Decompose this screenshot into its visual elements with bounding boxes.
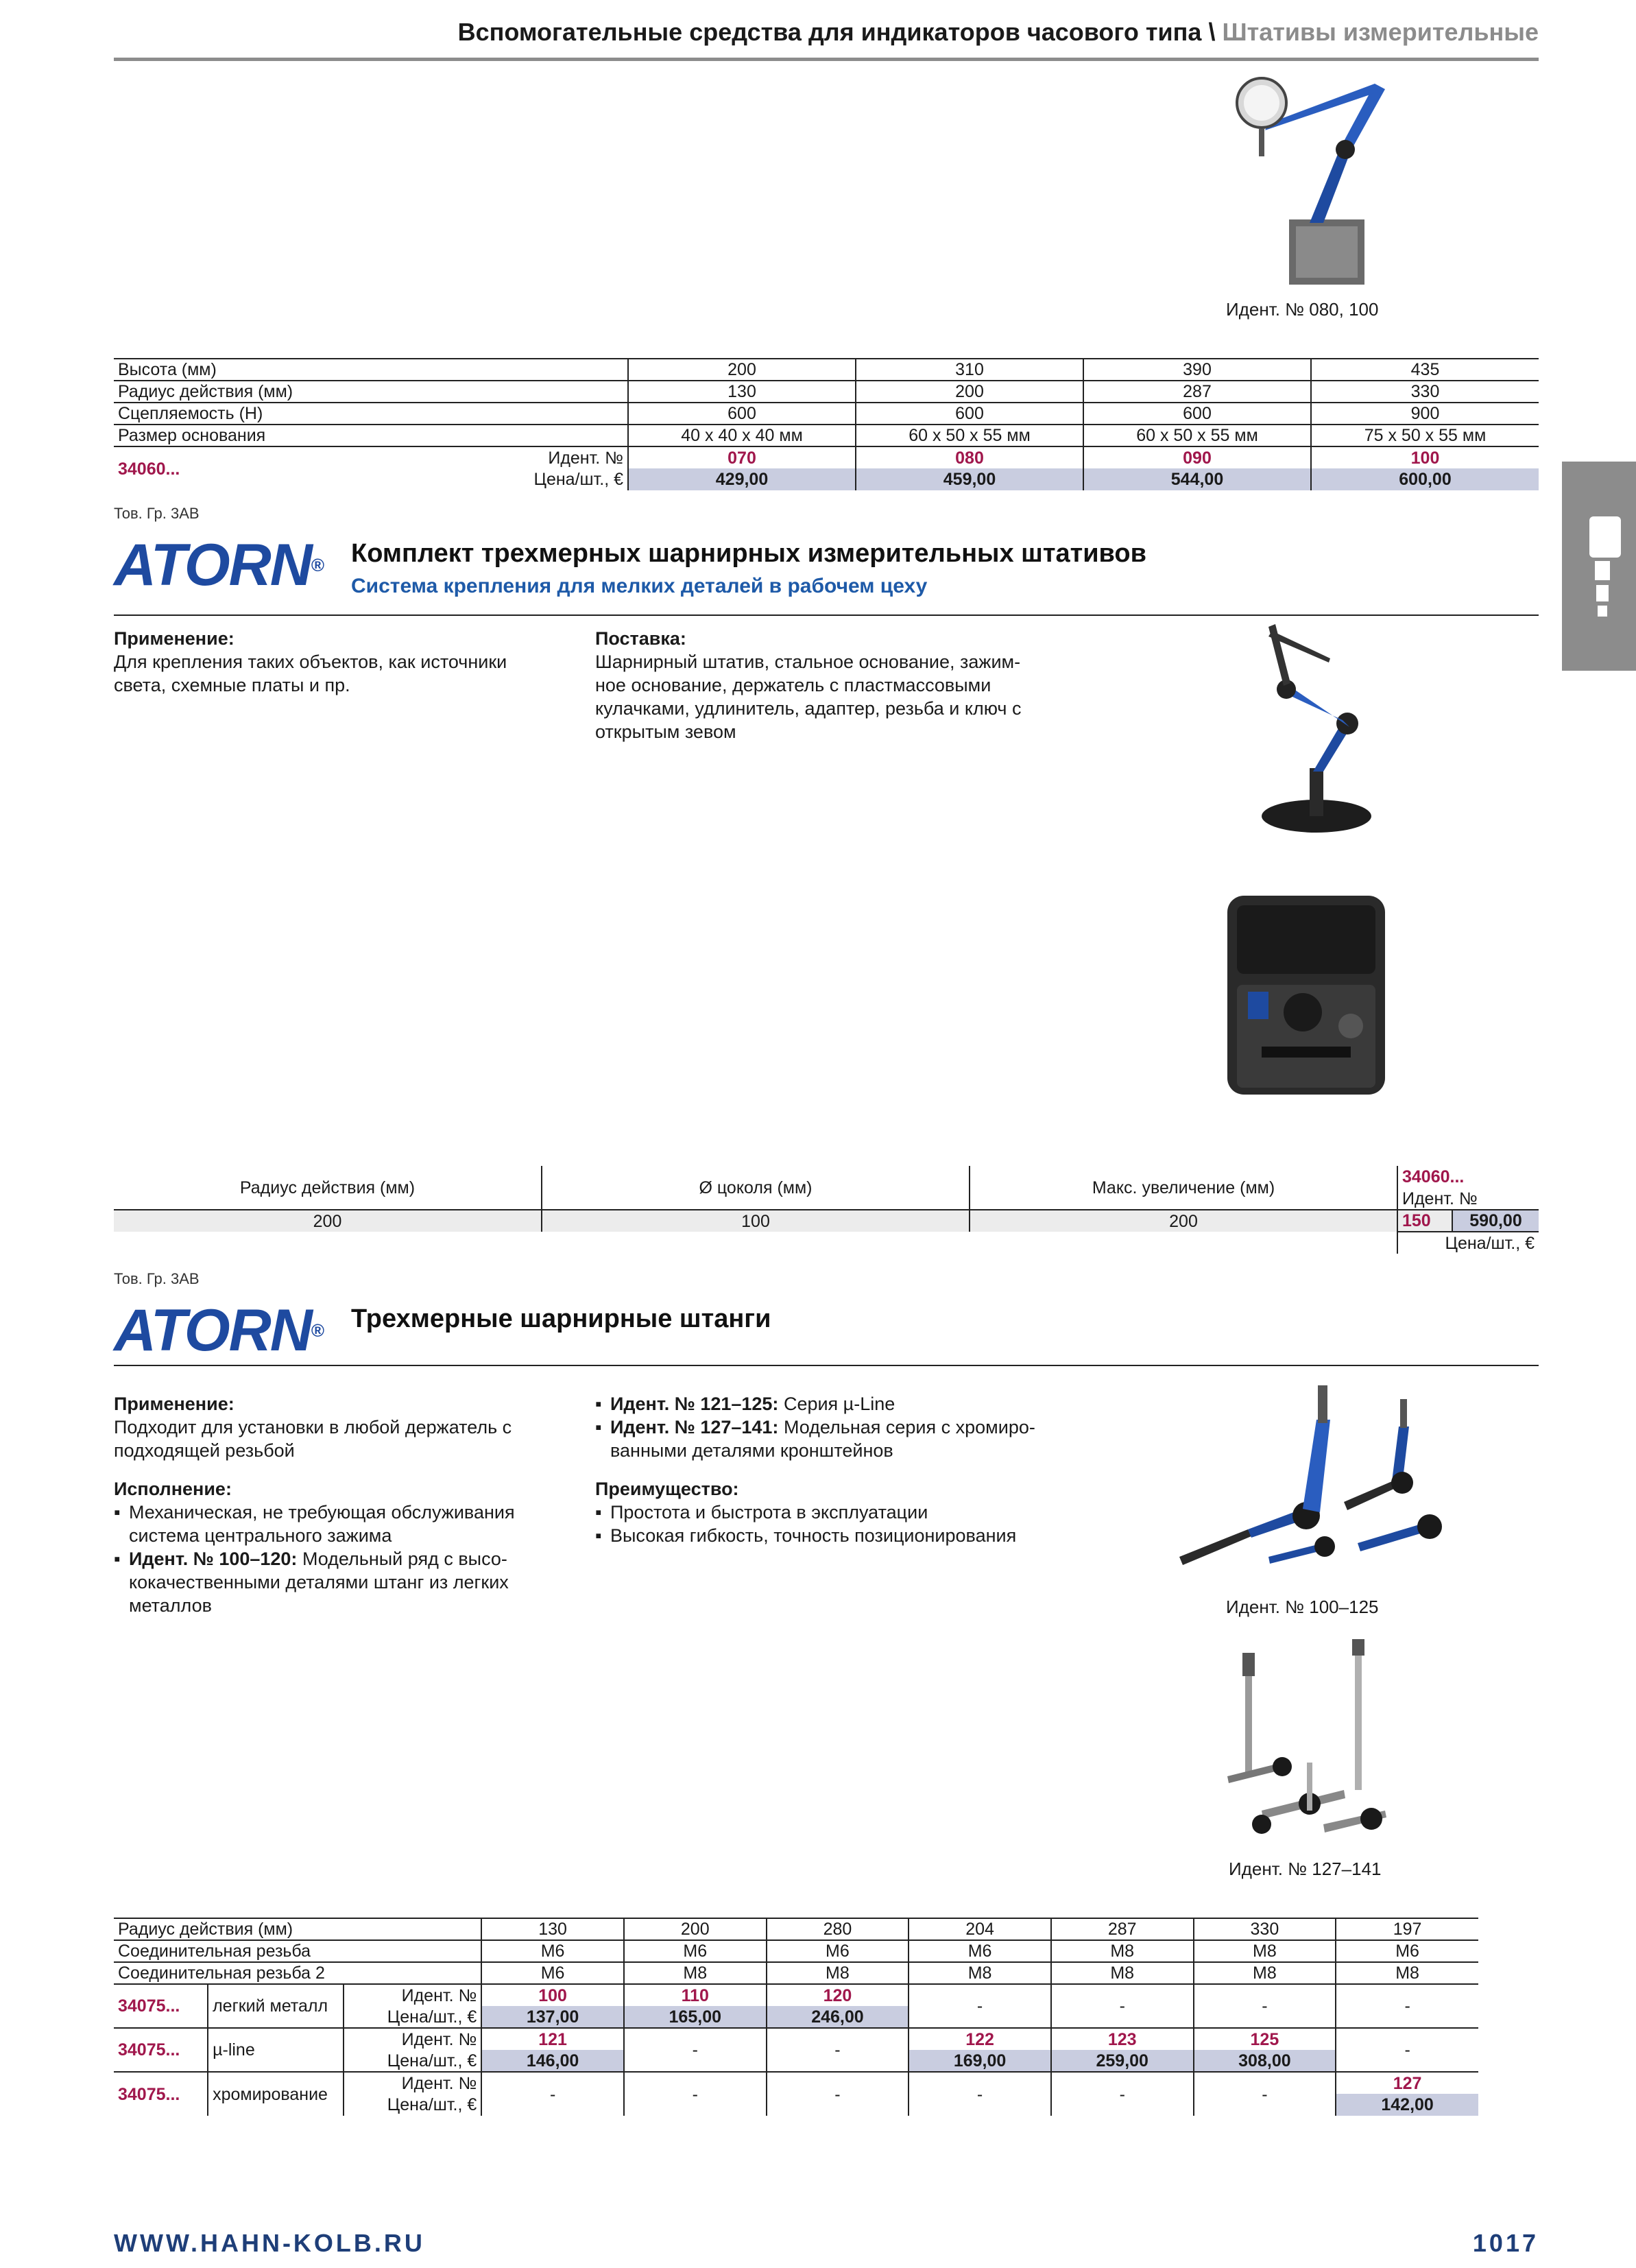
table-cell: M6 [624,1940,767,1962]
variant-name: легкий металл [208,1984,344,2028]
table-cell: 287 [1051,1918,1194,1940]
table-cell: 75 x 50 x 55 мм [1311,425,1539,446]
row-label: Сцепляемость (Н) [114,403,628,425]
delivery-line: ное основание, держатель с пластмассовыми [595,675,991,695]
table-cell: 197 [1336,1918,1478,1940]
price: 429,00 [628,468,856,490]
table-row [114,359,1539,381]
ident-row [114,446,1539,468]
price-label: Цена/шт., € [344,2006,482,2028]
col-header-max-extension: Макс. увеличение (мм) [970,1166,1397,1210]
ident-number: 120 [767,1984,909,2006]
article-number: 34075... [114,2028,208,2072]
price-label: Цена/шт., € [1397,1232,1539,1254]
price: - [909,2072,1051,2116]
table-cell: M6 [481,1940,624,1962]
price-label: Цена/шт., € [344,2094,482,2116]
section1-application [114,627,553,697]
price: - [481,2072,624,2116]
table-cell: M6 [909,1940,1051,1962]
table-cell: 204 [909,1918,1051,1940]
price: 544,00 [1083,468,1311,490]
price: 137,00 [481,2006,624,2028]
table-cell: 280 [767,1918,909,1940]
table-cell: M8 [1336,1962,1478,1984]
page-number: 1017 [1472,2229,1539,2257]
section1-subtitle: Система крепления для мелких деталей в рабочем цеху [351,575,928,597]
table-cell: M8 [767,1962,909,1984]
table-cell: M8 [909,1962,1051,1984]
value-base-diameter: 100 [542,1210,970,1232]
atorn-logo-2: ATORN® [114,1298,323,1363]
row-label: Радиус действия (мм) [114,1918,481,1940]
price-label: Цена/шт., € [533,470,623,489]
table-cell: M8 [624,1962,767,1984]
row-label: Соединительная резьба 2 [114,1962,481,1984]
section1-delivery [595,627,1048,743]
goods-group-1: Тов. Гр. 3AB [114,505,200,522]
advantage-item: ▪ Простота и быстрота в эксплуатации [595,1501,1075,1524]
goods-group-2: Тов. Гр. 3AB [114,1270,200,1287]
ident-item: ▪ Идент. № 127–141: Модельная серия с хромиро- ванными деталями кронштейнов [595,1416,1075,1462]
rods-light-metal-image [1166,1378,1460,1577]
ident-label: Идент. № [344,1984,482,2006]
caption-rods-2: Идент. № 127–141 [1229,1859,1382,1879]
table-cell: 310 [856,359,1083,381]
article-number: 34075... [114,2072,208,2116]
ident-number: 121 [481,2028,624,2050]
advantage-heading: Преимущество: [595,1479,739,1499]
row-label: Размер основания [114,425,628,446]
price: 459,00 [856,468,1083,490]
ident-number: 100 [1311,446,1539,468]
table-cell: M8 [1051,1962,1194,1984]
section2-title: Трехмерные шарнирные штанги [351,1304,771,1333]
table-cell: 330 [1311,381,1539,403]
table-cell: 900 [1311,403,1539,425]
table-row [114,425,1539,446]
price: 600,00 [1311,468,1539,490]
table-cell: 200 [856,381,1083,403]
table-cell: 60 x 50 x 55 мм [856,425,1083,446]
price: 146,00 [481,2050,624,2072]
table-cell: M6 [1336,1940,1478,1962]
rods-chrome-image [1220,1639,1426,1852]
table-row [114,1918,1478,1940]
ident-number: 123 [1051,2028,1194,2050]
price: - [1051,1984,1194,2028]
table-cell: 60 x 50 x 55 мм [1083,425,1311,446]
delivery-line: Шарнирный штатив, стальное основание, зажим- [595,652,1021,672]
table-row [114,1940,1478,1962]
ident-row [114,2072,1478,2094]
price: - [1336,1984,1478,2028]
price: - [624,2072,767,2116]
atorn-logo-1: ATORN® [114,532,323,598]
application-line: света, схемные платы и пр. [114,675,350,695]
ident-number: 100 [481,1984,624,2006]
kit-spec-table [114,1166,1539,1254]
price-label: Цена/шт., € [344,2050,482,2072]
price: 308,00 [1194,2050,1336,2072]
col-header-radius: Радиус действия (мм) [239,1178,416,1197]
top-image-caption: Идент. № 080, 100 [1226,299,1379,320]
article-number: 34060... [114,446,512,490]
application-heading: Применение: [114,1394,234,1414]
delivery-line: открытым зевом [595,721,736,742]
table-cell: 390 [1083,359,1311,381]
table-cell: 435 [1311,359,1539,381]
price: - [624,2028,767,2072]
table-cell: 40 x 40 x 40 мм [628,425,856,446]
table-cell: M8 [1194,1962,1336,1984]
application-heading: Применение: [114,628,234,649]
chapter-side-tab[interactable] [1562,462,1636,671]
header-rule [114,58,1539,61]
price: 165,00 [624,2006,767,2028]
table-cell: M6 [481,1962,624,1984]
price: 259,00 [1051,2050,1194,2072]
price: - [767,2028,909,2072]
value-max-extension: 200 [970,1210,1397,1232]
table-cell: M6 [767,1940,909,1962]
caption-rods-1: Идент. № 100–125 [1226,1597,1379,1617]
value-radius: 200 [114,1210,542,1232]
magnetic-stand-image [1207,75,1412,288]
section2-details [595,1392,1075,1547]
table-cell: 200 [628,359,856,381]
ident-label: Идент. № [344,2028,482,2050]
price: - [1336,2028,1478,2072]
footer-website-link[interactable]: WWW.HAHN-KOLB.RU [114,2229,425,2257]
case-kit-image [1220,889,1392,1101]
row-label: Радиус действия (мм) [114,381,628,403]
ident-number: 070 [628,446,856,468]
header-title-main: Вспомогательные средства для индикаторов часового типа \ [457,18,1216,46]
table-row [114,403,1539,425]
ident-label: Идент. № [512,446,628,468]
price: 142,00 [1336,2094,1478,2116]
price: - [909,1984,1051,2028]
application-line: подходящей резьбой [114,1440,295,1461]
ident-number: 127 [1336,2072,1478,2094]
section2-application [114,1392,553,1617]
probe-icon [1562,462,1636,671]
ident-label: Идент. № [344,2072,482,2094]
row-label: Соединительная резьба [114,1940,481,1962]
table-row [114,381,1539,403]
price: - [1194,1984,1336,2028]
ident-number: 110 [624,1984,767,2006]
delivery-heading: Поставка: [595,628,686,649]
ident-number: 080 [856,446,1083,468]
article-number: 34075... [114,1984,208,2028]
price: 169,00 [909,2050,1051,2072]
price: - [767,2072,909,2116]
table-cell: 200 [624,1918,767,1940]
table-cell: M8 [1194,1940,1336,1962]
ident-number: 150 [1397,1210,1452,1232]
table-cell: 130 [628,381,856,403]
article-number: 34060... [1397,1166,1539,1188]
ident-number: 125 [1194,2028,1336,2050]
table-cell: 600 [628,403,856,425]
price: 246,00 [767,2006,909,2028]
delivery-line: кулачками, удлинитель, адаптер, резьба и ключ с [595,698,1022,719]
table-cell: 287 [1083,381,1311,403]
application-line: Для крепления таких объектов, как источники [114,652,507,672]
table-cell: 330 [1194,1918,1336,1940]
row-label: Высота (мм) [114,359,628,381]
ident-label: Идент. № [1397,1188,1539,1210]
table-cell: 600 [856,403,1083,425]
table-row [114,1962,1478,1984]
ident-number: 122 [909,2028,1051,2050]
ident-item: ▪ Идент. № 121–125: Серия µ-Line [595,1392,1075,1416]
execution-item: ▪ Механическая, не требующая обслуживания система центрального зажима [114,1501,553,1547]
table-cell: 600 [1083,403,1311,425]
header-title-sub: Штативы измерительные [1215,18,1539,46]
table-cell: 130 [481,1918,624,1940]
section1-title: Комплект трехмерных шарнирных измерительных штативов [351,539,1146,568]
price: 590,00 [1452,1210,1539,1232]
page-header [114,18,1539,47]
stand-spec-table [114,358,1539,490]
variant-name: µ-line [208,2028,344,2072]
col-header-base-diameter: Ø цоколя (мм) [542,1166,970,1210]
price: - [1194,2072,1336,2116]
application-line: Подходит для установки в любой держатель с [114,1417,512,1437]
ident-number: 090 [1083,446,1311,468]
articulated-stand-image [1248,617,1378,837]
variant-name: хромирование [208,2072,344,2116]
section2-rule [114,1365,1539,1366]
ident-row [114,1984,1478,2006]
section1-rule [114,614,1539,616]
price: - [1051,2072,1194,2116]
table-cell: M8 [1051,1940,1194,1962]
execution-item: ▪ Идент. № 100–120: Модельный ряд с высо- кокачественными деталями штанг из легких металлов [114,1547,553,1617]
advantage-item: ▪ Высокая гибкость, точность позиционирования [595,1524,1075,1547]
rods-spec-table [114,1918,1478,2116]
execution-heading: Исполнение: [114,1479,232,1499]
ident-row [114,2028,1478,2050]
